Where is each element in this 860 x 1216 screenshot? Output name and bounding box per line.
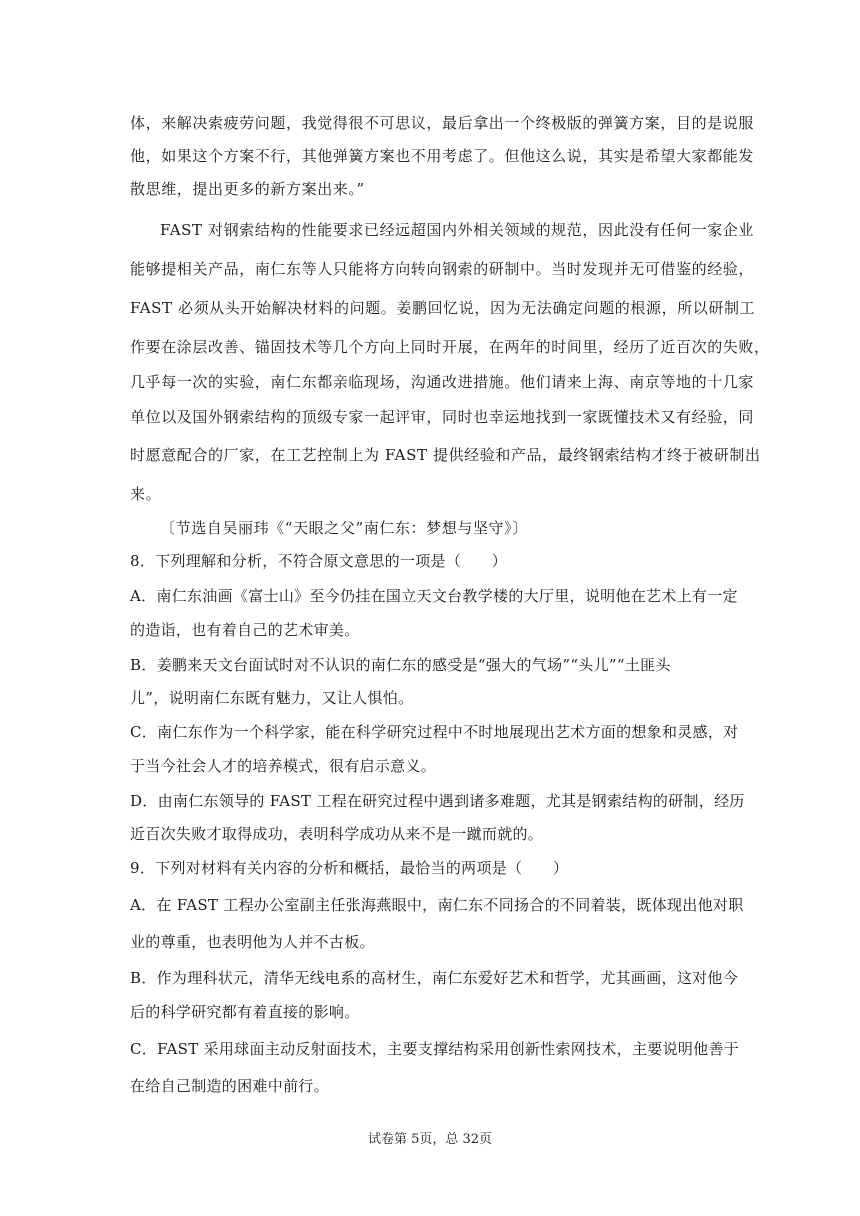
- passage-line: 几乎每一次的实验，南仁东都亲临现场，沟通改进措施。他们请来上海、南京等地的十几家: [130, 373, 755, 391]
- question-9-option-a: 业的尊重，也表明他为人并不古板。: [130, 933, 375, 951]
- question-9-option-a: A．在 FAST 工程办公室副主任张海燕眼中，南仁东不同扬合的不同着装，既体现出他对职: [130, 896, 744, 914]
- question-8-option-c: C．南仁东作为一个科学家，能在科学研究过程中不时地展现出艺术方面的想象和灵感，对: [130, 723, 739, 741]
- passage-line: 来。: [130, 485, 162, 503]
- question-9-option-b: 后的科学研究都有着直接的影响。: [130, 1003, 360, 1021]
- question-8-option-a: 的造诣，也有着自己的艺术审美。: [130, 621, 360, 639]
- question-8-option-c: 于当今社会人才的培养模式，很有启示意义。: [130, 757, 437, 775]
- passage-source: 〔节选自吴丽玮《“天眼之父”南仁东：梦想与坚守》〕: [160, 519, 528, 537]
- passage-line: 能够提相关产品，南仁东等人只能将方向转向钢索的研制中。当时发现并无可借鉴的经验，: [130, 260, 755, 278]
- question-9-option-b: B．作为理科状元，清华无线电系的高材生，南仁东爱好艺术和哲学，尤其画画，这对他今: [130, 969, 739, 987]
- passage-line: 作要在涂层改善、锚固技术等几个方向上同时开展，在两年的时间里，经历了近百次的失败，: [130, 338, 770, 356]
- passage-line: FAST 必须从头开始解决材料的问题。姜鹏回忆说，因为无法确定问题的根源，所以研制工: [130, 299, 756, 317]
- question-9-option-c: 在给自己制造的困难中前行。: [130, 1077, 329, 1095]
- question-8-option-a: A．南仁东油画《富士山》至今仍挂在国立天文台教学楼的大厅里，说明他在艺术上有一定: [130, 587, 738, 605]
- passage-line: FAST 对钢索结构的性能要求已经远超国内外相关领域的规范，因此没有任何一家企业: [160, 221, 754, 239]
- question-8-option-d: 近百次失败才取得成功，表明科学成功从来不是一蹴而就的。: [130, 825, 544, 843]
- page-footer: 试卷第 5页，总 32页: [367, 1132, 493, 1147]
- question-8-stem: 8．下列理解和分析，不符合原文意思的一项是（ ）: [130, 552, 508, 570]
- passage-line: 体，来解决索疲劳问题，我觉得很不可思议，最后拿出一个终极版的弹簧方案，目的是说服: [130, 114, 755, 132]
- passage-line: 他，如果这个方案不行，其他弹簧方案也不用考虑了。但他这么说，其实是希望大家都能发: [130, 147, 755, 165]
- question-9-option-c: C．FAST 采用球面主动反射面技术，主要支撑结构采用创新性索网技术，主要说明他善于: [130, 1040, 740, 1058]
- passage-line: 单位以及国外钢索结构的顶级专家一起评审，同时也幸运地找到一家既懂技术又有经验，同: [130, 408, 755, 426]
- passage-line: 散思维，提出更多的新方案出来。”: [130, 180, 365, 198]
- question-8-option-b: B．姜鹏来天文台面试时对不认识的南仁东的感受是“强大的气场”“头儿”“土匪头: [130, 656, 671, 674]
- question-8-option-d: D．由南仁东领导的 FAST 工程在研究过程中遇到诸多难题，尤其是钢索结构的研制，经历: [130, 792, 745, 810]
- question-8-option-b: 儿”，说明南仁东既有魅力，又让人惧怕。: [130, 689, 414, 707]
- passage-line: 时愿意配合的厂家，在工艺控制上为 FAST 提供经验和产品，最终钢索结构才终于被研制出: [130, 446, 761, 464]
- question-9-stem: 9．下列对材料有关内容的分析和概括，最恰当的两项是（ ）: [130, 859, 569, 877]
